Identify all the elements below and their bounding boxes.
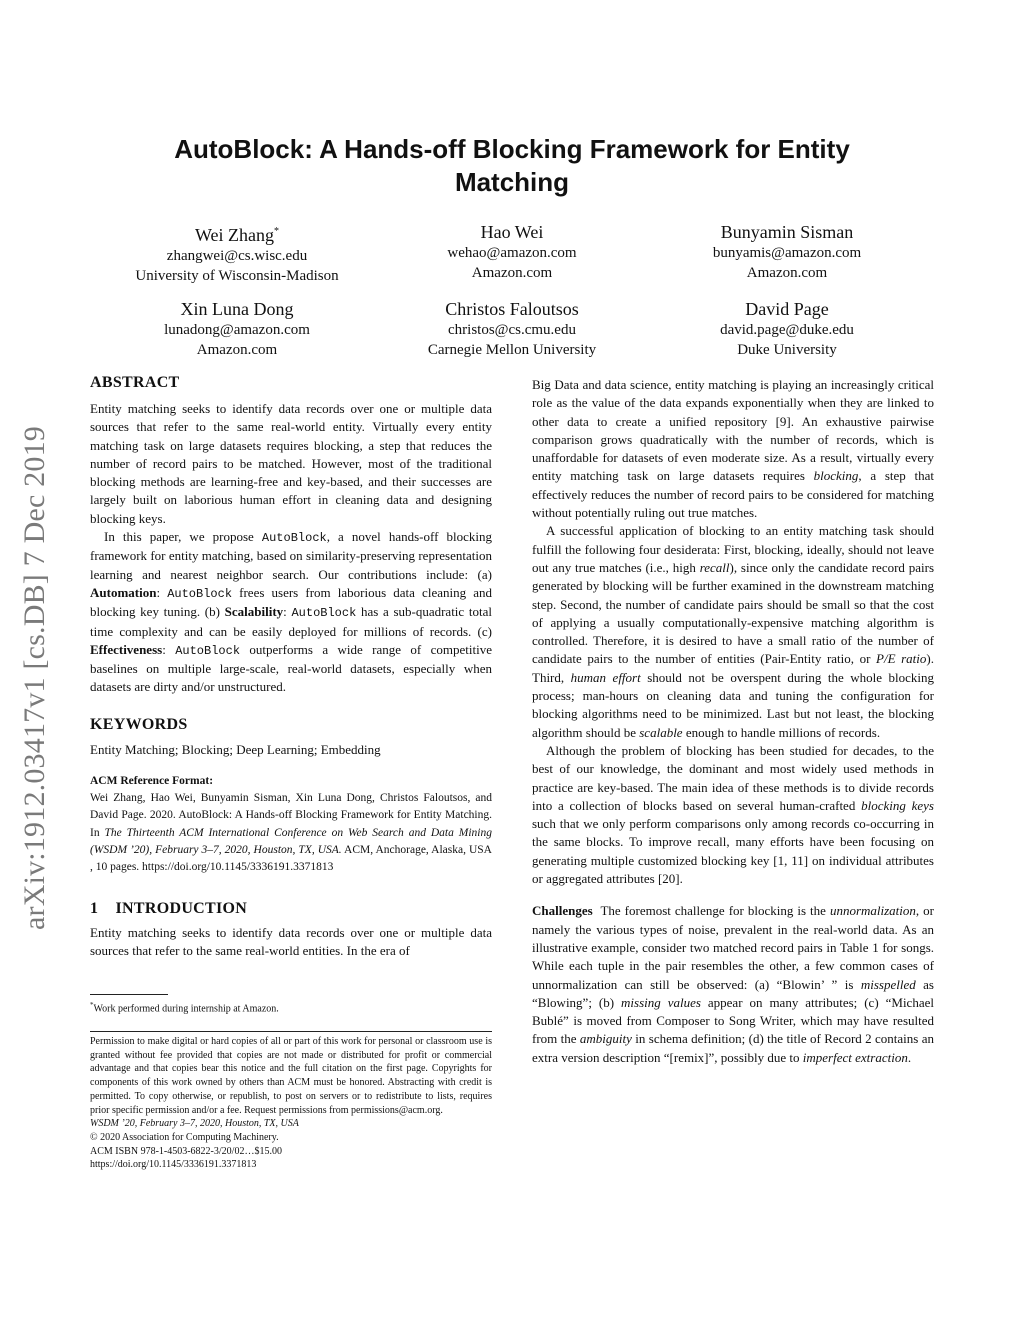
permission-isbn: ACM ISBN 978-1-4503-6822-3/20/02…$15.00 bbox=[90, 1145, 282, 1157]
challenges-paragraph: Challenges The foremost challenge for blocking is the unnormalization, or namely the various types of noise, prevalent in the real-world data. As an illustrative example, consider two matched record pairs in Table 1 for songs. While each tuple in the pair resembles the other, a few common cases of unnormalization can still be observed: (a) “Blowin’ ” is misspelled as “Blowing”; (b) missing values appear on many attributes; (c) “Michael Bublé” is moved from Composer to Song Writer, which may have resulted from the ambiguity in schema definition; (d) the title of Record 2 contains an extra version description “[remix]”, possibly due to imperfect extraction. bbox=[532, 903, 934, 1065]
author-email: lunadong@amazon.com bbox=[164, 322, 310, 338]
system-name: AutoBlock bbox=[261, 531, 327, 546]
body-paragraph: A successful application of blocking to an entity matching task should fulfill the following four desiderata: First, blocking, ideally, should not leave out any true matches (i.e., high recall), since only the candidate record pairs generated by blocking will be further examined in the downstream matching step. Second, the number of candidate pairs should be small so that the cost of applying a usually computationally-expensive matching algorithm is controlled. Therefore, it is desired to have a small ratio of the number of candidate pairs to the number of entities (Pair-Entity ratio, or P/E ratio). Third, human effort should not be overspent during the whole blocking process; man-hours on cleaning data and tuning the configuration for blocking algorithms need to be minimized. Last but not least, the blocking algorithm should be scalable enough to handle millions of records. bbox=[532, 523, 935, 740]
author-block bbox=[637, 298, 937, 360]
author-name: David Page bbox=[745, 299, 829, 319]
arxiv-identifier: arXiv:1912.03417v1 [cs.DB] 7 Dec 2019 bbox=[18, 426, 51, 930]
author-name: Wei Zhang bbox=[194, 225, 275, 245]
acm-reference-heading: ACM Reference Format: bbox=[90, 775, 214, 788]
author-email: christos@cs.cmu.edu bbox=[448, 322, 576, 338]
introduction-heading: 1 INTRODUCTION bbox=[90, 899, 248, 917]
abstract-paragraph: In this paper, we propose AutoBlock, a novel hands-off blocking framework for entity matching, based on similarity-preserving representation learning and nearest neighbor search. Our contributions include: (a) Automation: AutoBlock frees users from laborious data cleaning and blocking key tuning. (b) Scalability: AutoBlock has a sub-quadratic total time complexity and can be easily deployed for millions of records. (c) Effectiveness: AutoBlock outperforms a wide range of competitive baselines on multiple large-scale, real-world datasets, especially when datasets are dirty and/or unstructured. bbox=[90, 529, 492, 695]
challenges-heading: Challenges bbox=[532, 903, 593, 919]
author-affiliation: University of Wisconsin-Madison bbox=[135, 268, 339, 284]
author-block bbox=[87, 221, 387, 286]
author-affiliation: Amazon.com bbox=[746, 265, 828, 281]
author-block bbox=[362, 298, 662, 360]
author-affiliation: Carnegie Mellon University bbox=[427, 342, 597, 358]
author-block bbox=[362, 221, 662, 283]
author-affiliation: Amazon.com bbox=[471, 265, 553, 281]
footnote-mark: * bbox=[274, 226, 280, 237]
permission-rule bbox=[90, 1031, 492, 1032]
author-email: wehao@amazon.com bbox=[447, 245, 577, 261]
author-name: Hao Wei bbox=[480, 222, 544, 242]
keywords-text: Entity Matching; Blocking; Deep Learning; Embedding bbox=[90, 741, 381, 757]
introduction-paragraph: Entity matching seeks to identify data records over one or multiple data sources that refer to the same real-world entities. In the era of bbox=[90, 924, 492, 958]
keywords-heading: KEYWORDS bbox=[90, 715, 188, 733]
author-affiliation: Amazon.com bbox=[196, 342, 278, 358]
paper-title: AutoBlock: A Hands-off Blocking Framework for Entity Matching bbox=[174, 134, 850, 197]
footnote: *Work performed during internship at Amazon. bbox=[90, 1001, 279, 1015]
right-column bbox=[532, 376, 934, 1067]
left-column bbox=[90, 373, 492, 960]
system-name: AutoBlock bbox=[167, 586, 233, 601]
author-email: david.page@duke.edu bbox=[720, 322, 854, 338]
abstract-heading: ABSTRACT bbox=[90, 374, 180, 391]
system-name: AutoBlock bbox=[291, 606, 357, 621]
abstract-paragraph: Entity matching seeks to identify data records over one or multiple data sources that refer to the same real-world entity. Virtually every entity matching task on large datasets requires blocking, a step that reduces the number of record pairs to be matched. However, most of the traditional blocking methods are learning-free and key-based, and their successes are largely built on laborious human effort in cleaning data and designing blocking keys. bbox=[90, 401, 492, 526]
body-paragraph: Although the problem of blocking has been studied for decades, to the best of our knowledge, the dominant and most widely used methods in practice are key-based. The main idea of these methods is to divide records into a collection of blocks based on several human-crafted blocking keys such that we only perform comparisons only among records co-occurring in the same blocks. To improve recall, many efforts have been focusing on generating multiple customized blocking key [1, 11] on individual attributes or aggregated attributes [20]. bbox=[532, 742, 934, 887]
author-name: Christos Faloutsos bbox=[445, 299, 579, 319]
author-affiliation: Duke University bbox=[737, 342, 837, 358]
author-email: bunyamis@amazon.com bbox=[712, 245, 862, 261]
permission-text: Permission to make digital or hard copies of all or part of this work for personal or classroom use is granted without fee provided that copies are not made or distributed for profit or commercial advantage and that copies bear this notice and the full citation on the first page. Copyrights for components of this work owned by others than ACM must be honored. Abstracting with credit is permitted. To copy otherwise, or republish, to post on servers or to redistribute to lists, requires prior specific permission and/or a fee. Request permissions from permissions@acm.org. bbox=[90, 1036, 492, 1116]
author-email: zhangwei@cs.wisc.edu bbox=[166, 248, 308, 264]
footnote-rule bbox=[90, 994, 168, 995]
author-block bbox=[87, 298, 387, 360]
permission-venue: WSDM ’20, February 3–7, 2020, Houston, TX, USA bbox=[90, 1118, 299, 1130]
author-name: Xin Luna Dong bbox=[180, 299, 294, 319]
acm-reference-text: Wei Zhang, Hao Wei, Bunyamin Sisman, Xin Luna Dong, Christos Faloutsos, and David Page. 2020. AutoBlock: A Hands-off Blocking Framework for Entity Matching. In The Thirteenth ACM International Conference on Web Search and Data Mining (WSDM ’20), February 3–7, 2020, Houston, TX, USA. ACM, Anchorage, Alaska, USA , 10 pages. https://doi.org/10.1145/3336191.3371813 bbox=[90, 792, 492, 874]
permission-copyright: © 2020 Association for Computing Machinery. bbox=[90, 1131, 279, 1143]
author-block bbox=[637, 221, 937, 283]
system-name: AutoBlock bbox=[175, 643, 241, 658]
permission-block bbox=[90, 1035, 492, 1172]
author-name: Bunyamin Sisman bbox=[720, 222, 854, 242]
permission-doi: https://doi.org/10.1145/3336191.3371813 bbox=[90, 1159, 257, 1171]
body-paragraph: Big Data and data science, entity matching is playing an increasingly critical role as the value of the data expands exponentially when they are linked to other data to create a unified repository [9]. An exhaustive pairwise comparison grows quadratically with the number of records, which is unaffordable for datasets of even moderate size. As a result, virtually every entity matching task on large datasets requires blocking, a step that effectively reduces the number of record pairs to be considered for matching without potentially ruling out true matches. bbox=[532, 377, 934, 521]
